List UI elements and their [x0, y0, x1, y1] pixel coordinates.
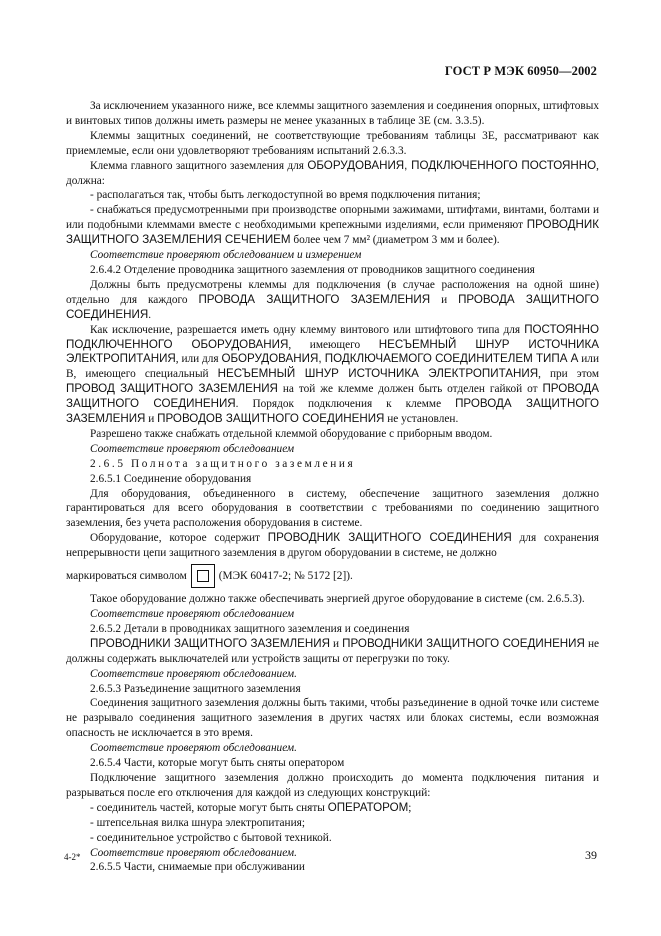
- paragraph: Для оборудования, объединенного в систему, обеспечение защитного заземления должно гарантироваться для всего оборудования в соответствии с требованиями по соединению защитного заземления, без учета расположения оборудования в системе.: [66, 487, 599, 530]
- paragraph: Оборудование, которое содержит ПРОВОДНИК ЗАЩИТНОГО СОЕДИНЕНИЯ для сохранения непрерывности цепи защитного заземления в другом оборудовании в системе, не должно: [66, 531, 599, 560]
- defined-term: ПОСТОЯННО ПОДКЛЮЧЕННОГО ОБОРУДОВАНИЯ: [66, 322, 599, 351]
- paragraph: ПРОВОДНИКИ ЗАЩИТНОГО ЗАЗЕМЛЕНИЯ и ПРОВОДНИКИ ЗАЩИТНОГО СОЕДИНЕНИЯ не должны содержать выключателей или устройств защиты от перегрузки по току.: [66, 636, 600, 665]
- page-number: 39: [585, 848, 597, 862]
- section-heading: 2.6.5.1 Соединение оборудования: [90, 472, 252, 485]
- defined-term: ОБОРУДОВАНИЯ, ПОДКЛЮЧАЕМОГО СОЕДИНИТЕЛЕМ ТИПА А: [221, 352, 579, 366]
- symbol-reference: (МЭК 60417-2; № 5172 [2]).: [218, 569, 353, 582]
- defined-term: ПРОВОДНИКИ ЗАЩИТНОГО СОЕДИНЕНИЯ: [342, 636, 585, 650]
- symbol-line: [66, 564, 599, 588]
- paragraph: Подключение защитного заземления должно происходить до момента подключения питания и разрываться после его отключения для каждой из следующих конструкций:: [66, 771, 599, 799]
- defined-term: ПРОВОДА ЗАЩИТНОГО ЗАЗЕМЛЕНИЯ: [198, 292, 431, 306]
- compliance-note: Соответствие проверяют обследованием и измерением: [90, 249, 362, 262]
- list-item: - располагаться так, чтобы быть легкодоступной во время подключения питания;: [90, 189, 481, 202]
- list-item: - снабжаться предусмотренными при производстве опорными зажимами, штифтами, винтами, болтами и или подобными клеммами вместе с необходимыми крепежными изделиями, если применяют ПРОВОДНИК ЗАЩИТНОГО ЗАЗЕМЛЕНИЯ СЕЧЕНИЕМ более чем 7 мм² (диаметром 3 мм и более).: [66, 204, 599, 247]
- compliance-note: Соответствие проверяют обследованием: [90, 442, 295, 455]
- paragraph: Соединения защитного заземления должны быть такими, чтобы разъединение в одной точке или системе не разрывало соединения защитного заземления в других частях или блоках системы, если возможная опасность не исключается в это время.: [66, 697, 599, 740]
- defined-term: ПРОВОДНИКИ ЗАЩИТНОГО ЗАЗЕМЛЕНИЯ: [90, 636, 330, 650]
- defined-term: ОБОРУДОВАНИЯ, ПОДКЛЮЧЕННОГО ПОСТОЯННО: [307, 158, 597, 172]
- defined-term: НЕСЪЕМНЫЙ ШНУР ИСТОЧНИКА ЭЛЕКТРОПИТАНИЯ: [66, 337, 599, 366]
- defined-term: ПРОВОДА ЗАЩИТНОГО ЗАЗЕМЛЕНИЯ: [66, 397, 600, 426]
- paragraph: Клемма главного защитного заземления для ОБОРУДОВАНИЯ, ПОДКЛЮЧЕННОГО ПОСТОЯННО, должна:: [66, 158, 599, 187]
- defined-term: ПРОВОД ЗАЩИТНОГО ЗАЗЕМЛЕНИЯ: [66, 382, 278, 396]
- double-square-symbol-icon: [191, 564, 215, 588]
- section-heading: 2.6.5.4 Части, которые могут быть сняты оператором: [90, 757, 345, 770]
- compliance-note: Соответствие проверяют обследованием.: [90, 742, 297, 755]
- list-item: - соединитель частей, которые могут быть сняты ОПЕРАТОРОМ;: [90, 800, 412, 814]
- section-heading-spaced: 2.6.5 Полнота защитного заземления: [90, 457, 356, 470]
- list-item: - соединительное устройство с бытовой техникой.: [90, 831, 332, 844]
- page-header-standard: ГОСТ Р МЭК 60950—2002: [444, 64, 597, 78]
- defined-term: ПРОВОДА ЗАЩИТНОГО СОЕДИНЕНИЯ: [66, 292, 599, 321]
- section-heading: 2.6.5.2 Детали в проводниках защитного заземления и соединения: [90, 622, 410, 635]
- compliance-note: Соответствие проверяют обследованием.: [90, 667, 297, 680]
- defined-term: ПРОВОДОВ ЗАЩИТНОГО СОЕДИНЕНИЯ: [157, 412, 385, 426]
- paragraph: Разрешено также снабжать отдельной клеммой оборудование с приборным вводом.: [90, 427, 493, 440]
- list-item: - штепсельная вилка шнура электропитания;: [90, 816, 305, 829]
- section-heading: 2.6.4.2 Отделение проводника защитного заземления от проводников защитного соединения: [90, 263, 535, 276]
- defined-term: ПРОВОДА ЗАЩИТНОГО СОЕДИНЕНИЯ: [66, 382, 599, 411]
- compliance-note: Соответствие проверяют обследованием: [90, 608, 295, 620]
- paragraph: Клеммы защитных соединений, не соответствующие требованиям таблицы 3Е, рассматривают как приемлемые, если они удовлетворяют требованиям испытаний 2.6.3.3.: [66, 129, 599, 157]
- defined-term: ПРОВОДНИК ЗАЩИТНОГО ЗАЗЕМЛЕНИЯ СЕЧЕНИЕМ: [66, 218, 599, 247]
- defined-term: НЕСЪЕМНЫЙ ШНУР ИСТОЧНИКА ЭЛЕКТРОПИТАНИЯ: [217, 367, 539, 381]
- page-body: [66, 99, 599, 875]
- compliance-note: Соответствие проверяют обследованием.: [90, 846, 297, 859]
- defined-term: ОПЕРАТОРОМ: [327, 800, 409, 814]
- paragraph: За исключением указанного ниже, все клеммы защитного заземления и соединения опорных, штифтовых и винтовых типов должны иметь размеры не менее указанных в таблице 3Е (см. 3.3.5).: [66, 100, 599, 127]
- symbol-line-text: маркироваться символом: [66, 569, 187, 582]
- paragraph: Должны быть предусмотрены клеммы для подключения (в случае расположения на одной шине) отдельно для каждого ПРОВОДА ЗАЩИТНОГО ЗАЗЕМЛЕНИЯ и ПРОВОДА ЗАЩИТНОГО СОЕДИНЕНИЯ.: [66, 278, 599, 321]
- section-heading: 2.6.5.3 Разъединение защитного заземления: [90, 682, 301, 695]
- paragraph: Такое оборудование должно также обеспечивать энергией другое оборудование в системе (см. 2.6.5.3).: [90, 593, 585, 606]
- section-heading: 2.6.5.5 Части, снимаемые при обслуживании: [90, 861, 305, 874]
- defined-term: ПРОВОДНИК ЗАЩИТНОГО СОЕДИНЕНИЯ: [267, 531, 512, 545]
- footer-signature-mark: 4-2*: [64, 852, 81, 862]
- paragraph: Как исключение, разрешается иметь одну клемму винтового или штифтового типа для ПОСТОЯННО ПОДКЛЮЧЕННОГО ОБОРУДОВАНИЯ, имеющего НЕСЪЕМНЫЙ ШНУР ИСТОЧНИКА ЭЛЕКТРОПИТАНИЯ, или для ОБОРУДОВАНИЯ, ПОДКЛЮЧАЕМОГО СОЕДИНИТЕЛЕМ ТИПА А или В, имеющего специальный НЕСЪЕМНЫЙ ШНУР ИСТОЧНИКА ЭЛЕКТРОПИТАНИЯ, при этом ПРОВОД ЗАЩИТНОГО ЗАЗЕМЛЕНИЯ на той же клемме должен быть отделен гайкой от ПРОВОДА ЗАЩИТНОГО СОЕДИНЕНИЯ. Порядок подключения к клемме ПРОВОДА ЗАЩИТНОГО ЗАЗЕМЛЕНИЯ и ПРОВОДОВ ЗАЩИТНОГО СОЕДИНЕНИЯ не установлен.: [66, 322, 600, 426]
